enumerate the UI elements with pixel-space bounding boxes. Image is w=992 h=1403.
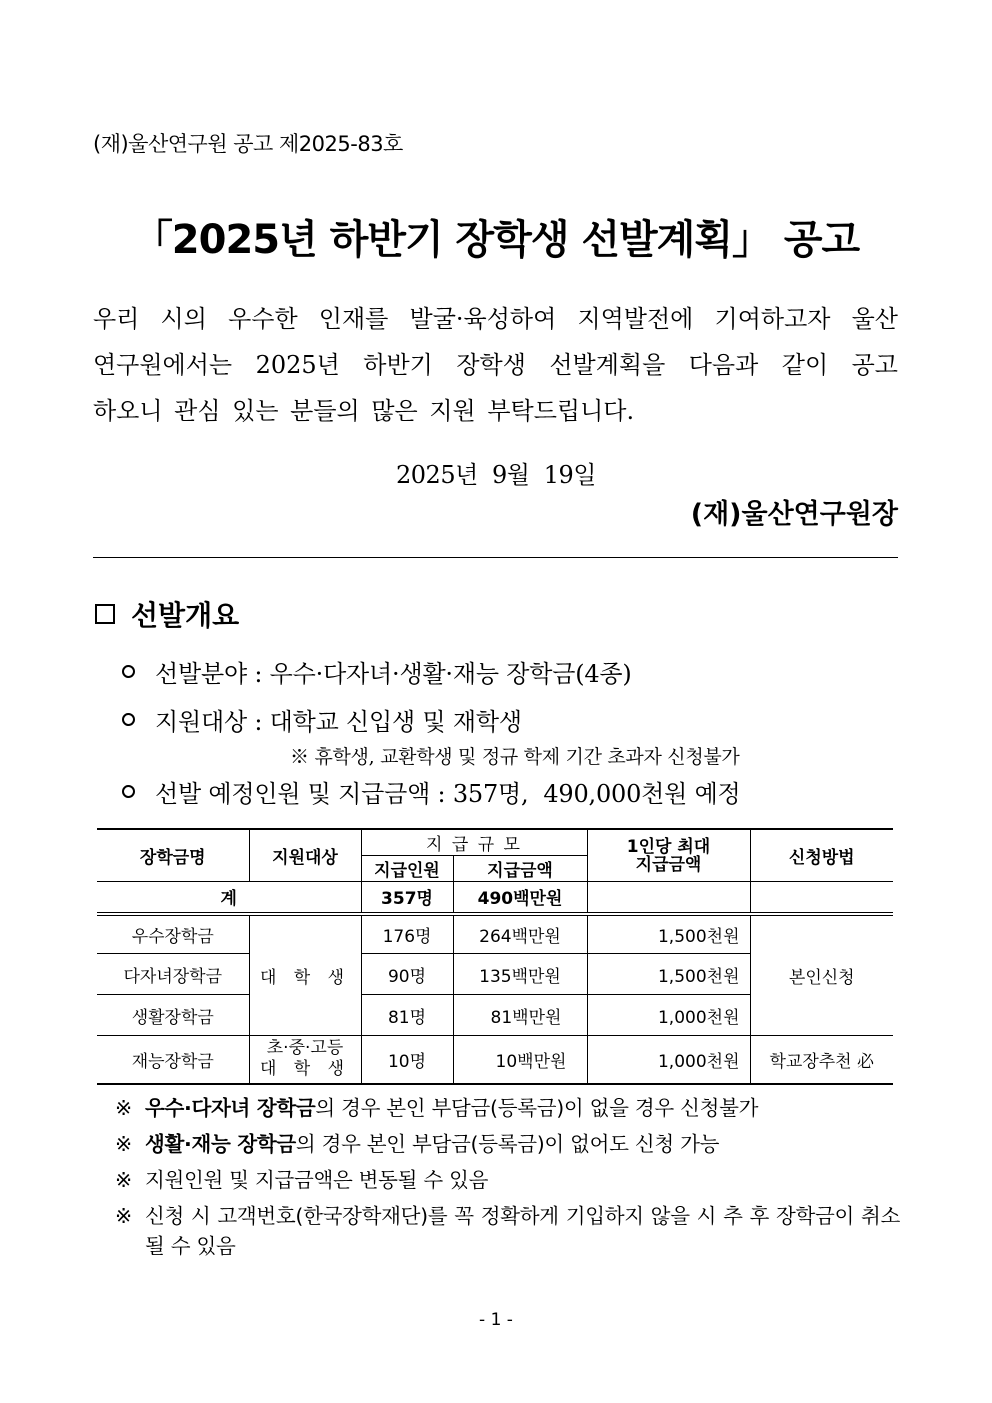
row-count: 10명 bbox=[361, 1036, 453, 1084]
row-amount: 10백만원 bbox=[453, 1036, 587, 1084]
intro-paragraph bbox=[93, 296, 898, 434]
footnote-text: 지원인원 및 지급금액은 변동될 수 있음 bbox=[145, 1168, 489, 1192]
total-method bbox=[750, 882, 893, 914]
divider bbox=[93, 557, 898, 558]
row-count: 90명 bbox=[361, 954, 453, 995]
footnote-mark: ※ bbox=[115, 1204, 132, 1228]
row-amount: 264백만원 bbox=[453, 914, 587, 954]
row-count: 176명 bbox=[361, 914, 453, 954]
footnotes bbox=[115, 1093, 900, 1267]
total-max bbox=[587, 882, 750, 914]
header-max bbox=[587, 829, 750, 882]
bullet-quota bbox=[122, 774, 741, 809]
row-count: 81명 bbox=[361, 995, 453, 1036]
table-row bbox=[97, 1036, 893, 1084]
row-method-self: 본인신청 bbox=[750, 914, 893, 1036]
row-name: 재능장학금 bbox=[97, 1036, 249, 1084]
row-target-talent-line1: 초·중·고등 bbox=[266, 1038, 344, 1059]
circle-bullet-icon bbox=[122, 713, 135, 726]
row-amount: 135백만원 bbox=[453, 954, 587, 995]
footnote bbox=[115, 1201, 900, 1261]
header-scale: 지 급 규 모 bbox=[361, 829, 587, 856]
bullet-field-text: 선발분야 : 우수·다자녀·생활·재능 장학금(4종) bbox=[155, 660, 632, 688]
row-max: 1,500천원 bbox=[587, 954, 750, 995]
row-name: 다자녀장학금 bbox=[97, 954, 249, 995]
header-target: 지원대상 bbox=[249, 829, 361, 882]
footnote-bold: 생활·재능 장학금 bbox=[145, 1132, 296, 1156]
footnote bbox=[115, 1129, 900, 1159]
scholarship-table bbox=[97, 828, 893, 1085]
row-target-univ: 대 학 생 bbox=[249, 914, 361, 1036]
section-title: 선발개요 bbox=[131, 599, 240, 632]
section-heading bbox=[95, 594, 239, 634]
footnote-text: 의 경우 본인 부담금(등록금)이 없어도 신청 가능 bbox=[295, 1132, 720, 1156]
footnote-mark: ※ bbox=[115, 1096, 132, 1120]
row-name: 우수장학금 bbox=[97, 914, 249, 954]
row-target-talent bbox=[249, 1036, 361, 1084]
page-number: - 1 - bbox=[479, 1310, 513, 1330]
footnote-bold: 우수·다자녀 장학금 bbox=[145, 1096, 316, 1120]
issuer: (재)울산연구원장 bbox=[690, 499, 898, 530]
notice-date: 2025년 9월 19일 bbox=[396, 461, 596, 489]
circle-bullet-icon bbox=[122, 785, 135, 798]
intro-line-3: 하오니 관심 있는 분들의 많은 지원 부탁드립니다. bbox=[93, 397, 635, 425]
row-amount: 81백만원 bbox=[453, 995, 587, 1036]
footnote bbox=[115, 1165, 900, 1195]
bullet-target-text: 지원대상 : 대학교 신입생 및 재학생 bbox=[155, 708, 522, 736]
header-name: 장학금명 bbox=[97, 829, 249, 882]
footnote-mark: ※ bbox=[115, 1168, 132, 1192]
total-amount: 490백만원 bbox=[453, 882, 587, 914]
bullet-target bbox=[122, 702, 522, 737]
footnote-text: 의 경우 본인 부담금(등록금)이 없을 경우 신청불가 bbox=[315, 1096, 759, 1120]
footnote-mark: ※ bbox=[115, 1132, 132, 1156]
header-count: 지급인원 bbox=[361, 856, 453, 882]
table-row bbox=[97, 914, 893, 954]
notice-number: (재)울산연구원 공고 제2025-83호 bbox=[93, 132, 403, 156]
circle-bullet-icon bbox=[122, 665, 135, 678]
row-max: 1,500천원 bbox=[587, 914, 750, 954]
row-max: 1,000천원 bbox=[587, 1036, 750, 1084]
header-max-line1: 1인당 최대 bbox=[626, 836, 711, 857]
intro-line-1: 우리 시의 우수한 인재를 발굴·육성하여 지역발전에 기여하고자 울산 bbox=[93, 305, 898, 333]
total-count: 357명 bbox=[361, 882, 453, 914]
bullet-field bbox=[122, 654, 632, 689]
row-target-talent-line2: 대 학 생 bbox=[259, 1059, 351, 1080]
row-max: 1,000천원 bbox=[587, 995, 750, 1036]
target-note: ※ 휴학생, 교환학생 및 정규 학제 기간 초과자 신청불가 bbox=[290, 746, 740, 768]
header-amount: 지급금액 bbox=[453, 856, 587, 882]
square-icon bbox=[95, 604, 115, 624]
intro-line-2: 연구원에서는 2025년 하반기 장학생 선발계획을 다음과 같이 공고 bbox=[93, 351, 898, 379]
row-name: 생활장학금 bbox=[97, 995, 249, 1036]
row-method-school: 학교장추천 必 bbox=[750, 1036, 893, 1084]
bullet-quota-text: 선발 예정인원 및 지급금액 : 357명, 490,000천원 예정 bbox=[155, 780, 741, 808]
total-label: 계 bbox=[97, 882, 361, 914]
footnote bbox=[115, 1093, 900, 1123]
header-max-line2: 지급금액 bbox=[635, 854, 702, 875]
page-title: 「2025년 하반기 장학생 선발계획」 공고 bbox=[132, 217, 860, 263]
header-method: 신청방법 bbox=[750, 829, 893, 882]
footnote-text: 신청 시 고객번호(한국장학재단)를 꼭 정확하게 기입하지 않을 시 추 후 장학금이 취소 될 수 있음 bbox=[145, 1204, 900, 1258]
